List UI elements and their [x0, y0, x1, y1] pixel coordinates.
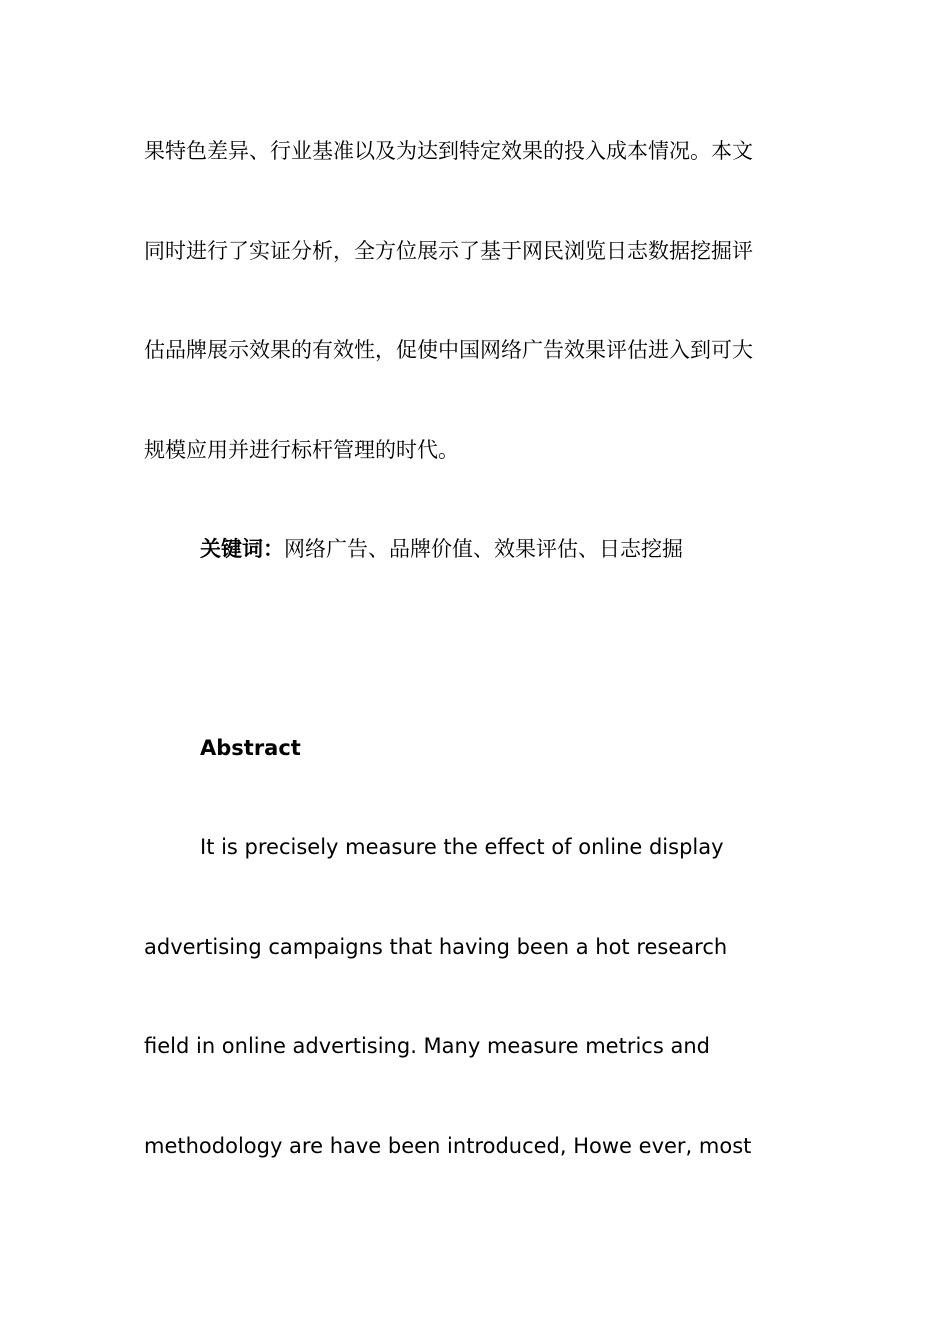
cn-abstract-line-4: 规模应用并进行标杆管理的时代。	[144, 438, 459, 462]
abstract-heading: Abstract	[200, 736, 301, 760]
cn-abstract-line-2: 同时进行了实证分析，全方位展示了基于网民浏览日志数据挖掘评	[144, 239, 753, 263]
en-abstract-line-2: advertising campaigns that having been a hot research	[144, 935, 728, 959]
cn-abstract-line-1: 果特色差异、行业基准以及为达到特定效果的投入成本情况。本文	[144, 139, 753, 163]
cn-abstract-line-3: 估品牌展示效果的有效性，促使中国网络广告效果评估进入到可大	[144, 338, 753, 362]
keywords-line	[200, 535, 860, 563]
keywords-text: 网络广告、品牌价值、效果评估、日志挖掘	[284, 537, 683, 561]
en-abstract-line-1: It is precisely measure the effect of online display	[200, 835, 724, 859]
keywords-label: 关键词：	[200, 537, 284, 561]
en-abstract-line-3: field in online advertising. Many measure metrics and	[144, 1034, 710, 1058]
en-abstract-line-4: methodology are have been introduced, Howe ever, most	[144, 1134, 752, 1158]
